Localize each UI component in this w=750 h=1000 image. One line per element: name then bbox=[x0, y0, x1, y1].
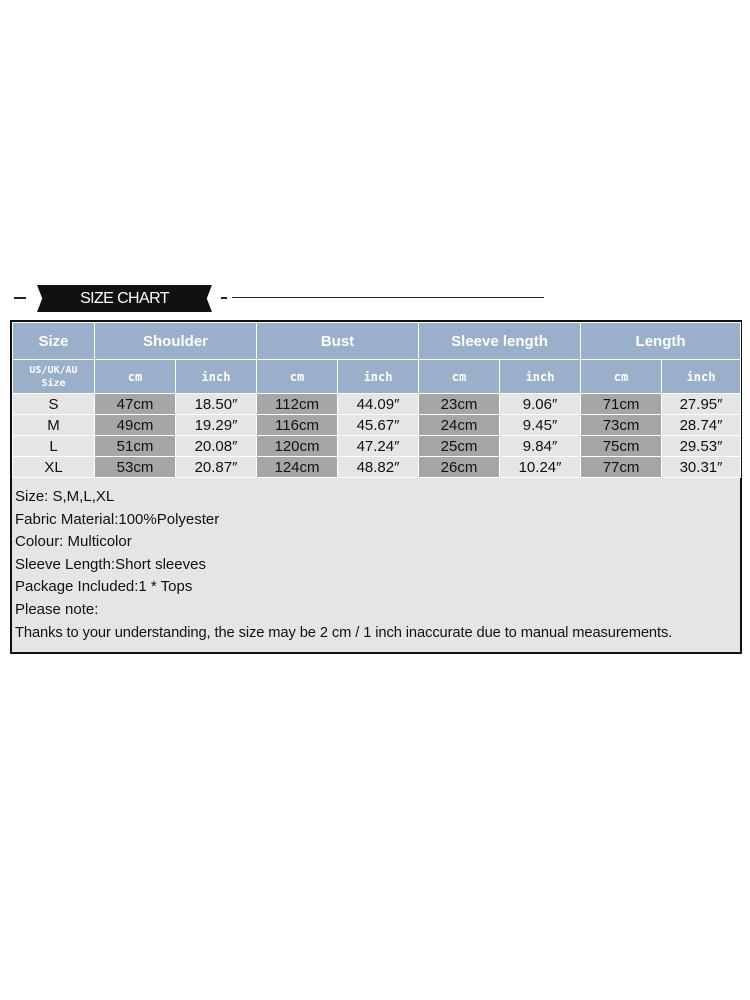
size-cell: L bbox=[13, 436, 95, 457]
note-package: Package Included:1 * Tops bbox=[15, 578, 193, 596]
shoulder-inch-cell: 20.87″ bbox=[176, 457, 257, 478]
unit-cm: cm bbox=[95, 360, 176, 394]
bust-inch-cell: 44.09″ bbox=[338, 394, 419, 415]
unit-row bbox=[13, 360, 741, 394]
bust-header: Bust bbox=[257, 323, 419, 360]
bust-inch-cell: 48.82″ bbox=[338, 457, 419, 478]
note-sleeve-length: Sleeve Length:Short sleeves bbox=[15, 555, 206, 573]
bust-inch-cell: 47.24″ bbox=[338, 436, 419, 457]
note-disclaimer: Thanks to your understanding, the size may be 2 cm / 1 inch inaccurate due to manual measurements. bbox=[15, 624, 673, 641]
table-row bbox=[13, 436, 741, 457]
banner-mid-dash bbox=[221, 297, 227, 299]
size-chart-panel bbox=[10, 320, 742, 654]
banner-title: SIZE CHART bbox=[80, 290, 169, 307]
shoulder-cm-cell: 49cm bbox=[95, 415, 176, 436]
size-system-line2: Size bbox=[41, 377, 66, 389]
banner-rule bbox=[232, 297, 544, 298]
shoulder-header: Shoulder bbox=[95, 323, 257, 360]
length-inch-cell: 27.95″ bbox=[662, 394, 741, 415]
length-cm-cell: 75cm bbox=[581, 436, 662, 457]
shoulder-inch-cell: 20.08″ bbox=[176, 436, 257, 457]
unit-cm: cm bbox=[257, 360, 338, 394]
length-cm-cell: 77cm bbox=[581, 457, 662, 478]
unit-inch: inch bbox=[176, 360, 257, 394]
size-cell: M bbox=[13, 415, 95, 436]
unit-cm: cm bbox=[581, 360, 662, 394]
length-cm-cell: 73cm bbox=[581, 415, 662, 436]
size-cell: S bbox=[13, 394, 95, 415]
length-inch-cell: 29.53″ bbox=[662, 436, 741, 457]
sleeve-inch-cell: 10.24″ bbox=[500, 457, 581, 478]
size-cell: XL bbox=[13, 457, 95, 478]
sleeve-cm-cell: 25cm bbox=[419, 436, 500, 457]
shoulder-inch-cell: 18.50″ bbox=[176, 394, 257, 415]
bust-cm-cell: 120cm bbox=[257, 436, 338, 457]
sleeve-length-header: Sleeve length bbox=[419, 323, 581, 360]
header-row bbox=[13, 323, 741, 360]
table-row bbox=[13, 457, 741, 478]
size-system-line1: US/UK/AU bbox=[29, 364, 78, 376]
size-table bbox=[12, 322, 741, 478]
note-size: Size: S,M,L,XL bbox=[15, 488, 115, 505]
sleeve-cm-cell: 23cm bbox=[419, 394, 500, 415]
shoulder-inch-cell: 19.29″ bbox=[176, 415, 257, 436]
length-inch-cell: 30.31″ bbox=[662, 457, 741, 478]
size-system-label bbox=[13, 360, 95, 394]
sleeve-inch-cell: 9.84″ bbox=[500, 436, 581, 457]
note-colour: Colour: Multicolor bbox=[15, 533, 132, 551]
sleeve-cm-cell: 26cm bbox=[419, 457, 500, 478]
length-inch-cell: 28.74″ bbox=[662, 415, 741, 436]
table-row bbox=[13, 394, 741, 415]
banner-left-dash bbox=[14, 297, 26, 299]
sleeve-inch-cell: 9.45″ bbox=[500, 415, 581, 436]
unit-inch: inch bbox=[500, 360, 581, 394]
unit-cm: cm bbox=[419, 360, 500, 394]
unit-inch: inch bbox=[338, 360, 419, 394]
bust-cm-cell: 116cm bbox=[257, 415, 338, 436]
length-cm-cell: 71cm bbox=[581, 394, 662, 415]
unit-inch: inch bbox=[662, 360, 741, 394]
note-fabric: Fabric Material:100%Polyester bbox=[15, 510, 220, 528]
size-chart-banner bbox=[0, 282, 750, 314]
shoulder-cm-cell: 51cm bbox=[95, 436, 176, 457]
product-notes bbox=[15, 486, 740, 644]
length-header: Length bbox=[581, 323, 741, 360]
sleeve-inch-cell: 9.06″ bbox=[500, 394, 581, 415]
table-row bbox=[13, 415, 741, 436]
size-header: Size bbox=[13, 323, 95, 360]
shoulder-cm-cell: 53cm bbox=[95, 457, 176, 478]
note-please-note: Please note: bbox=[15, 600, 99, 618]
sleeve-cm-cell: 24cm bbox=[419, 415, 500, 436]
bust-cm-cell: 124cm bbox=[257, 457, 338, 478]
bust-inch-cell: 45.67″ bbox=[338, 415, 419, 436]
bust-cm-cell: 112cm bbox=[257, 394, 338, 415]
shoulder-cm-cell: 47cm bbox=[95, 394, 176, 415]
